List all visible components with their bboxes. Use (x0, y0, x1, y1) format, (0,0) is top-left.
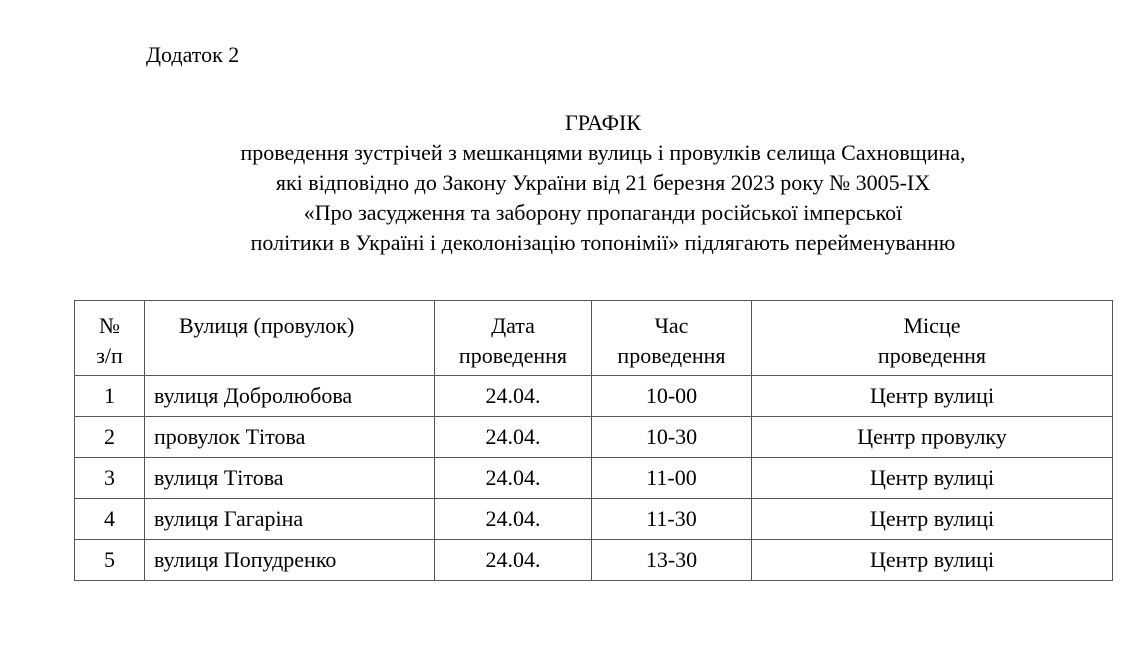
row-place: Центр вулиці (752, 376, 1113, 417)
subtitle-line-3: «Про засудження та заборону пропаганди російської імперської (303, 200, 903, 225)
row-place: Центр вулиці (752, 499, 1113, 540)
header-num-line-2: з/п (96, 343, 123, 368)
header-date-line-1: Дата (491, 313, 535, 338)
row-street: вулиця Попудренко (145, 540, 435, 581)
row-time: 13-30 (592, 540, 752, 581)
table-row (75, 376, 1113, 417)
row-street: вулиця Гагаріна (145, 499, 435, 540)
row-date: 24.04. (435, 376, 592, 417)
row-date: 24.04. (435, 540, 592, 581)
table-row (75, 540, 1113, 581)
row-time: 11-00 (592, 458, 752, 499)
header-date (435, 301, 592, 376)
row-num: 1 (75, 376, 145, 417)
header-time (592, 301, 752, 376)
row-place: Центр вулиці (752, 458, 1113, 499)
header-place-line-1: Місце (903, 313, 961, 338)
row-num: 4 (75, 499, 145, 540)
header-place (752, 301, 1113, 376)
title-block (74, 108, 1124, 258)
row-place: Центр провулку (752, 417, 1113, 458)
row-time: 10-00 (592, 376, 752, 417)
subtitle-line-4: політики в Україні і деколонізацію топонімії» підлягають перейменуванню (250, 230, 956, 255)
header-street (145, 301, 435, 376)
table-header-row (75, 301, 1113, 376)
subtitle-line-1: проведення зустрічей з мешканцями вулиць і провулків селища Сахновщина, (240, 140, 966, 165)
row-date: 24.04. (435, 499, 592, 540)
document-title: ГРАФІК (564, 110, 642, 135)
row-num: 2 (75, 417, 145, 458)
schedule-table (74, 300, 1113, 581)
header-date-line-2: проведення (458, 343, 568, 368)
header-num-line-1: № (99, 313, 120, 338)
row-time: 11-30 (592, 499, 752, 540)
row-num: 3 (75, 458, 145, 499)
row-street: вулиця Добролюбова (145, 376, 435, 417)
table-row (75, 499, 1113, 540)
table-row (75, 458, 1113, 499)
header-time-line-1: Час (654, 313, 689, 338)
header-num (75, 301, 145, 376)
header-place-line-2: проведення (877, 343, 987, 368)
row-date: 24.04. (435, 417, 592, 458)
header-time-line-2: проведення (617, 343, 726, 368)
row-street: провулок Тітова (145, 417, 435, 458)
row-street: вулиця Тітова (145, 458, 435, 499)
row-num: 5 (75, 540, 145, 581)
appendix-label: Додаток 2 (146, 42, 240, 67)
row-time: 10-30 (592, 417, 752, 458)
row-place: Центр вулиці (752, 540, 1113, 581)
row-date: 24.04. (435, 458, 592, 499)
header-street-line-1: Вулиця (провулок) (179, 313, 355, 338)
table-row (75, 417, 1113, 458)
subtitle-line-2: які відповідно до Закону України від 21 березня 2023 року № 3005-IX (275, 170, 931, 195)
